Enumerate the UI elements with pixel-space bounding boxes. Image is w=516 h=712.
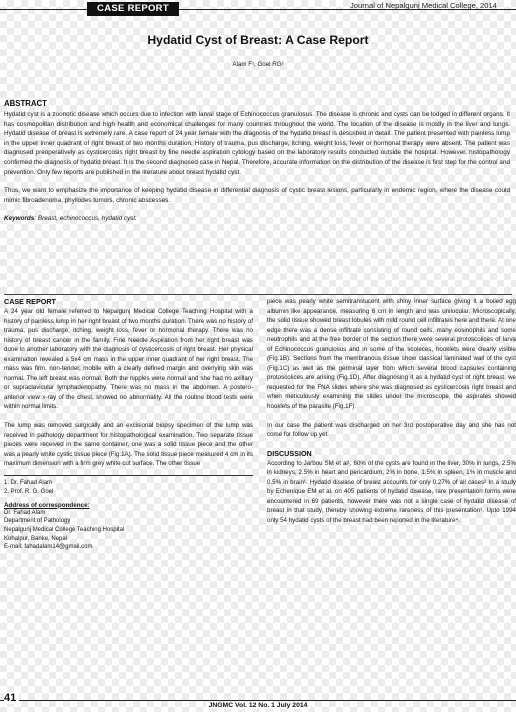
case-report-paragraph-2: The lump was removed surgically and an excisional biopsy specimen of the lump was received in pathology department for histopathological examination. Two separate tissue pieces were received in the same container, one was a solid tissue piece and the other was a pearly white cystic tissue piece (Fig.1A). The solid tissue piece measured 4 cm in its maximum dimension with a firm grey white cut surface. The other tissue: [4, 422, 253, 468]
abstract-section: [4, 99, 510, 224]
right-column: [267, 297, 516, 525]
journal-name: Journal of Nepalgunj Medical College, 2014: [350, 1, 497, 10]
spacer: [4, 177, 510, 186]
correspondence-institution: Nepalgunj Medical College Teaching Hospital: [4, 526, 125, 533]
left-column: [4, 297, 253, 552]
page-number: 41: [4, 692, 19, 704]
keywords-line: [4, 214, 510, 224]
spacer: [4, 412, 253, 421]
correspondence-place: Kohalpur, Banke, Nepal: [4, 535, 68, 542]
abstract-heading: ABSTRACT: [4, 99, 47, 108]
correspondence-department: Department of Pathology: [4, 518, 71, 525]
section-tab: CASE REPORT: [87, 2, 179, 16]
column-divider-rule: [4, 294, 512, 295]
article-title: Hydatid Cyst of Breast: A Case Report: [147, 33, 369, 47]
keywords-text: : Breast, echinococcus, hydatid cyst.: [34, 215, 137, 223]
spacer: [267, 412, 516, 421]
author-line: Alam F¹, Goel RG²: [232, 61, 284, 68]
footnotes: [4, 475, 253, 552]
discharge-paragraph: In our case the patient was discharged on her 3rd postoperative day and she has not come for follow up yet.: [267, 421, 516, 439]
issue-line: [0, 694, 516, 712]
correspondence-name: Dr. Fahad Alam: [4, 509, 46, 516]
issue-text: JNGMC Vol. 12 No. 1 July 2014: [206, 702, 311, 709]
case-report-heading: CASE REPORT: [4, 297, 56, 306]
abstract-paragraph-2: Thus, we want to emphasize the importance of keeping hydatid disease in differential diagnosis of cystic breast lesions, particularly in endemic region, where the disease could mimic fibroadenoma, phyllodes tumors, chronic abscesses.: [4, 187, 510, 204]
case-report-paragraph-1: A 24 year old female referred to Nepalgunj Medical College Teaching Hospital with a history of painless lump in her right breast of two months duration. There was no history of trauma, pus discharge, itching, weight loss, fever or hormonal therapy. There was no history of breast cancer in the family. Fine Needle Aspiration from her right breast was done in another laboratory with the diagnosis of cysticercosis of right breast. Her physical examination revealed a 5x4 cm mass in the upper inner quadrant of her right breast. The mass was firm, non-tender, mobile with a clearly defined margin and overlying skin was normal. The left breast was normal. Both the nipples were normal and she had no axillary or supraclavicular lymphadenopathy. There was no mass in the abdomen. A postero-anterior view x-ray of the chest, showed no abnormality. All the routine blood tests were within normal limits.: [4, 308, 253, 411]
footnote-1: 1. Dr. Fahad Alam: [4, 479, 53, 486]
discussion-paragraph: According to Jarbou SM et al¹, 60% of the cysts are found in the liver, 30% in lungs, 2.5% in kidneys, 2.5% in heart and pericardium, 2% in bone, 1.5% in spleen, 1% in muscle and 0.5% in brain¹. Hydatid disease of breast accounts for only 0.27% of all cases² In a study by Echenique EM et al. on 405 patients of hydatid disease, rare presentation forms were encountered in 69 patients, however there was not a single case of hydatid disease of breast in that study, thereby showing extreme rareness of this presentation³. Upto 1994 only 54 hydatid cysts of the breast had been reported in the literature⁴.: [267, 459, 516, 524]
spacer: [4, 205, 510, 214]
page-footer: [0, 692, 516, 709]
spacer: [267, 440, 516, 449]
correspondence-email: E-mail: fahadalam14@gmail.com: [4, 544, 93, 551]
case-report-paragraph-3: piece was pearly white semitranslucent with shiny inner surface giving it a boiled egg albumin like appearance, measuring 6 cm in length and was unilocular. Microscopically, the solid tissue showed breast lobules with mild round cell infiltrates here and there. At one edge there was a dense infiltrate consisting of round cells, many eosinophils and some neutrophils and at the free border of the section there were several protoscolices of larva of Echinococcus granulosus and in some of the scoleces, hooklets were clearly visible (Fig.1B). Sections from the membranous tissue show classical laminated wall of the cyst (Fig.1C) as well as the germinal layer from which several brood capsules containing protoscolices are arising (Fig.1D). After diagnosing it as a hydatid cyst of right breast, we requested for the FNA slides where she was diagnosed as cysticercosis right breast and when meticulously examining the slides under the microscope, the aspirates showed hooklets of the parasite (Fig.1F).: [267, 298, 516, 411]
discussion-heading: DISCUSSION: [267, 448, 312, 458]
correspondence-heading: Address of correspondence:: [4, 501, 90, 509]
abstract-paragraph-1: Hydatid cyst is a zoonotic disease which occurs due to infection with larval stage of Echinococcus granulosus. The disease is chronic and cysts can be lodged in different organs. It has cosmopolitan distribution and high health and economical challenges for many countries throughout the world. The location of the disease is mostly in the liver and lungs. Hydatid disease of breast is extremely rare. A case report of 24 year female with the diagnosis of the hydatid breast is described in detail. The patient presented with painless lump in the upper inner quadrant of right breast of two months duration. History of trauma, pus discharge, itching, weight loss, fever or hormonal therapy were absent. The patient was diagnosed preoperatively as cysticercosis right breast by fine needle aspiration cytology based on the laboratory results conducted outside the hospital. However, histopathology confirmed the diagnosis of hydatid breast. It is the second diagnosed case in Nepal. Therefore, accurate information on the distribution of the disease is first step for the control and prevention. Only few reports are published in the literature about breast hydatid cyst.: [4, 111, 510, 176]
keywords-label: Keywords: [4, 215, 35, 223]
page-header: [0, 0, 516, 18]
footnote-2: 2. Prof. R. G. Goel: [4, 488, 54, 495]
